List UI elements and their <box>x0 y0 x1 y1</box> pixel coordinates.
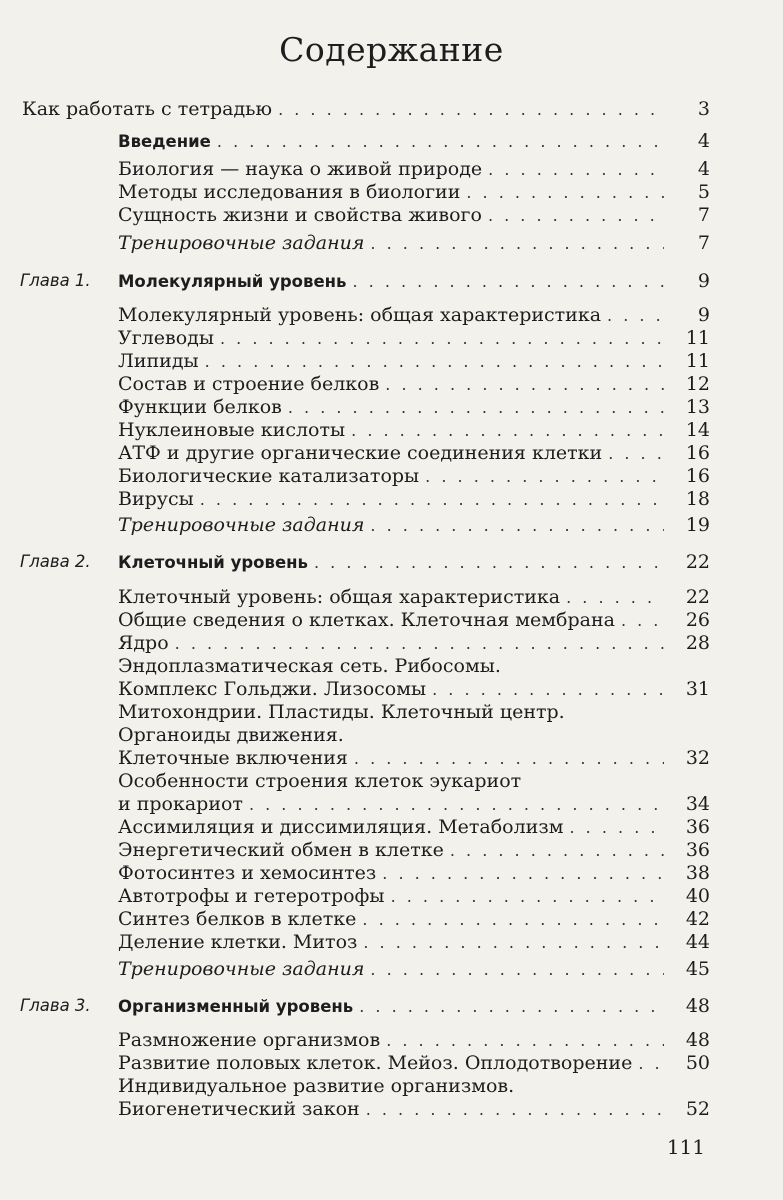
toc-page: 28 <box>685 632 710 654</box>
toc-label: Деление клетки. Митоз <box>118 931 358 953</box>
toc-label: Тренировочные задания <box>118 232 365 254</box>
toc-label: Нуклеиновые кислоты <box>118 419 346 441</box>
leader-dots <box>175 634 664 653</box>
toc-label: Клеточный уровень: общая характеристика <box>118 586 561 608</box>
toc-entry[interactable] <box>118 931 710 953</box>
toc-page: 31 <box>685 678 710 700</box>
toc-label-line: Митохондрии. Пластиды. Клеточный центр. <box>118 701 565 723</box>
leader-dots <box>386 1031 664 1050</box>
leader-dots <box>288 398 664 417</box>
leader-dots <box>382 864 664 883</box>
toc-label-line: Органоиды движения. <box>118 724 344 746</box>
chapter-number: Глава 1. <box>20 271 91 290</box>
leader-dots <box>370 516 664 535</box>
toc-page: 34 <box>685 793 710 815</box>
leader-dots <box>362 910 664 929</box>
toc-entry[interactable] <box>118 609 710 631</box>
leader-dots <box>566 588 664 607</box>
toc-entry[interactable] <box>118 442 710 464</box>
page-number: 111 <box>666 1135 705 1159</box>
toc-page: 9 <box>697 304 710 326</box>
toc-page: 22 <box>685 551 710 573</box>
leader-dots <box>217 132 664 151</box>
toc-entry[interactable] <box>118 1052 710 1074</box>
toc-page: 40 <box>685 885 710 907</box>
toc-entry[interactable] <box>118 678 710 700</box>
toc-page: 48 <box>685 995 710 1017</box>
toc-page: 11 <box>685 327 710 349</box>
toc-entry[interactable] <box>118 350 710 372</box>
toc-entry[interactable] <box>118 373 710 395</box>
toc-label: Общие сведения о клетках. Клеточная мембрана <box>118 609 615 631</box>
toc-page: 36 <box>685 839 710 861</box>
leader-dots <box>432 680 664 699</box>
toc-page: 7 <box>697 232 710 254</box>
toc-label: Автотрофы и гетеротрофы <box>118 885 385 907</box>
toc-entry[interactable] <box>118 885 710 907</box>
toc-label: Молекулярный уровень: общая характеристика <box>118 304 602 326</box>
toc-entry[interactable] <box>118 586 710 608</box>
leader-dots <box>370 234 664 253</box>
toc-entry[interactable] <box>118 514 710 536</box>
toc-label: Биологические катализаторы <box>118 465 420 487</box>
toc-entry[interactable] <box>118 1098 710 1120</box>
toc-page: 32 <box>685 747 710 769</box>
toc-label: Энергетический обмен в клетке <box>118 839 444 861</box>
page-title: Содержание <box>279 30 504 69</box>
leader-dots <box>366 1100 664 1119</box>
toc-page: 5 <box>697 181 710 203</box>
toc-label: Липиды <box>118 350 199 372</box>
toc-page: 44 <box>685 931 710 953</box>
toc-entry[interactable] <box>118 747 710 769</box>
toc-page: 38 <box>685 862 710 884</box>
toc-page: 16 <box>685 465 710 487</box>
toc-label: Размножение организмов <box>118 1029 381 1051</box>
leader-dots <box>278 100 664 119</box>
toc-entry[interactable] <box>118 158 710 180</box>
toc-label: Функции белков <box>118 396 282 418</box>
toc-page: 4 <box>697 158 710 180</box>
toc-label: Состав и строение белков <box>118 373 380 395</box>
leader-dots <box>466 183 664 202</box>
leader-dots <box>314 553 664 572</box>
chapter-number: Глава 2. <box>20 552 91 571</box>
toc-page: 42 <box>685 908 710 930</box>
toc-entry[interactable] <box>118 908 710 930</box>
leader-dots <box>363 933 664 952</box>
leader-dots <box>385 375 664 394</box>
toc-page: 36 <box>685 816 710 838</box>
toc-page: 4 <box>697 130 710 152</box>
leader-dots <box>608 444 664 463</box>
toc-page: 14 <box>685 419 710 441</box>
toc-label: Ассимиляция и диссимиляция. Метаболизм <box>118 816 564 838</box>
toc-label: Фотосинтез и хемосинтез <box>118 862 377 884</box>
toc-page: 45 <box>685 958 710 980</box>
toc-page: 11 <box>685 350 710 372</box>
toc-label: Ядро <box>118 632 169 654</box>
leader-dots <box>249 795 664 814</box>
leader-dots <box>354 749 664 768</box>
toc-entry[interactable] <box>118 419 710 441</box>
toc-label-line: Индивидуальное развитие организмов. <box>118 1075 515 1097</box>
toc-entry[interactable] <box>118 181 710 203</box>
toc-label: Как работать с тетрадью <box>22 98 273 120</box>
toc-label: Углеводы <box>118 327 214 349</box>
toc-entry[interactable] <box>118 839 710 861</box>
section-title: Организменный уровень <box>118 997 354 1016</box>
leader-dots <box>488 206 664 225</box>
toc-label: Развитие половых клеток. Мейоз. Оплодотворение <box>118 1052 633 1074</box>
toc-page: 3 <box>697 98 710 120</box>
toc-entry[interactable] <box>118 958 710 980</box>
toc-section[interactable] <box>118 551 710 573</box>
leader-dots <box>200 490 664 509</box>
toc-page: 52 <box>685 1098 710 1120</box>
toc-label: Биогенетический закон <box>118 1098 360 1120</box>
section-title: Введение <box>118 132 211 151</box>
toc-entry[interactable] <box>118 816 710 838</box>
toc-page: 18 <box>685 488 710 510</box>
toc-page: 9 <box>697 270 710 292</box>
leader-dots <box>220 329 664 348</box>
toc-entry[interactable] <box>22 98 710 120</box>
toc-page: 22 <box>685 586 710 608</box>
toc-label: Методы исследования в биологии <box>118 181 461 203</box>
toc-page: 12 <box>685 373 710 395</box>
toc-label-line: Особенности строения клеток эукариот <box>118 770 522 792</box>
leader-dots <box>370 960 664 979</box>
toc-label-line: Эндоплазматическая сеть. Рибосомы. <box>118 655 501 677</box>
leader-dots <box>359 997 664 1016</box>
toc-section[interactable] <box>118 270 710 292</box>
toc-page: 26 <box>685 609 710 631</box>
leader-dots <box>621 611 664 630</box>
section-title: Клеточный уровень <box>118 553 308 572</box>
leader-dots <box>391 887 664 906</box>
toc-page: 50 <box>685 1052 710 1074</box>
leader-dots <box>570 818 665 837</box>
leader-dots <box>607 306 664 325</box>
chapter-number: Глава 3. <box>20 996 91 1015</box>
toc-entry[interactable] <box>118 862 710 884</box>
toc-label: Тренировочные задания <box>118 958 365 980</box>
leader-dots <box>425 467 664 486</box>
toc-label: и прокариот <box>118 793 243 815</box>
toc-entry[interactable] <box>118 204 710 226</box>
toc-entry[interactable] <box>118 396 710 418</box>
toc-label: Тренировочные задания <box>118 514 365 536</box>
leader-dots <box>205 352 664 371</box>
toc-label: Комплекс Гольджи. Лизосомы <box>118 678 427 700</box>
leader-dots <box>351 421 664 440</box>
toc-label: Биология — наука о живой природе <box>118 158 483 180</box>
leader-dots <box>638 1054 664 1073</box>
leader-dots <box>450 841 664 860</box>
toc-entry[interactable] <box>118 465 710 487</box>
leader-dots <box>352 272 664 291</box>
leader-dots <box>488 160 664 179</box>
toc-entry[interactable] <box>118 232 710 254</box>
toc-page: 13 <box>685 396 710 418</box>
toc-entry[interactable] <box>118 1029 710 1051</box>
toc-label: АТФ и другие органические соединения клетки <box>118 442 603 464</box>
toc-label: Вирусы <box>118 488 194 510</box>
toc-entry[interactable] <box>118 632 710 654</box>
toc-label: Синтез белков в клетке <box>118 908 357 930</box>
toc-entry[interactable] <box>118 327 710 349</box>
toc-entry[interactable] <box>118 304 710 326</box>
toc-page: 19 <box>685 514 710 536</box>
toc-label: Сущность жизни и свойства живого <box>118 204 482 226</box>
toc-entry[interactable] <box>118 488 710 510</box>
toc-entry[interactable] <box>118 793 710 815</box>
toc-page: 7 <box>697 204 710 226</box>
toc-label: Клеточные включения <box>118 747 348 769</box>
section-title: Молекулярный уровень <box>118 272 347 291</box>
toc-page: 16 <box>685 442 710 464</box>
toc-section[interactable] <box>118 130 710 152</box>
toc-section[interactable] <box>118 995 710 1017</box>
toc-page: 48 <box>685 1029 710 1051</box>
